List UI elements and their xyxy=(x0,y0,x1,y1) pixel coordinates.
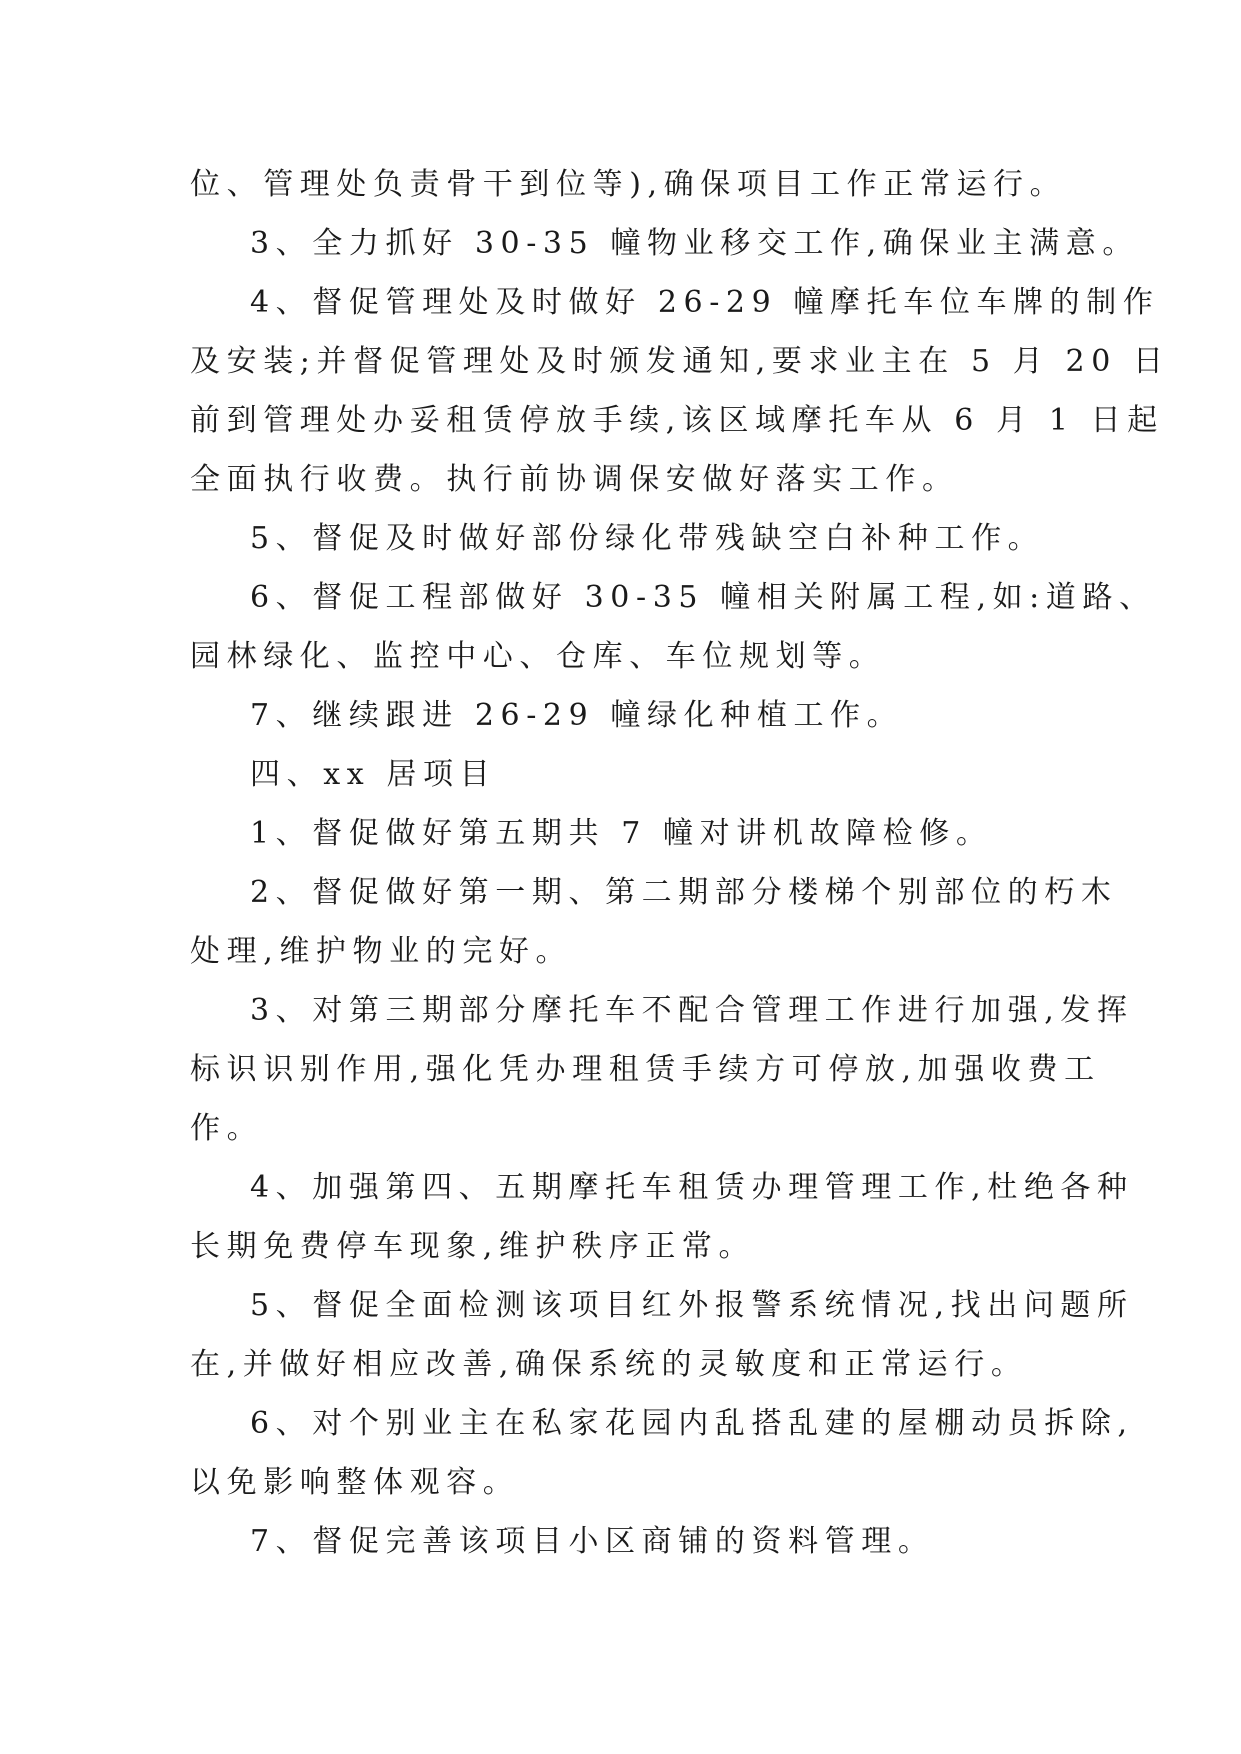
text-line: 园林绿化、监控中心、仓库、车位规划等。 xyxy=(190,639,886,674)
text-line: 处理,维护物业的完好。 xyxy=(190,934,573,969)
text-line: 位、管理处负责骨干到位等),确保项目工作正常运行。 xyxy=(190,167,1067,202)
document-body xyxy=(190,155,1170,1571)
text-line: 长期免费停车现象,维护秩序正常。 xyxy=(190,1229,756,1264)
text-line: 2、督促做好第一期、第二期部分楼梯个别部位的朽木 xyxy=(250,875,1118,910)
text-line: 4、督促管理处及时做好 26-29 幢摩托车位车牌的制作 xyxy=(250,285,1160,320)
text-line: 标识识别作用,强化凭办理租赁手续方可停放,加强收费工 xyxy=(190,1052,1101,1087)
text-line: 5、督促及时做好部份绿化带残缺空白补种工作。 xyxy=(250,521,1045,556)
text-line: 前到管理处办妥租赁停放手续,该区域摩托车从 6 月 1 日起 xyxy=(190,403,1164,438)
text-line: 6、对个别业主在私家花园内乱搭乱建的屋棚动员拆除, xyxy=(250,1406,1134,1441)
text-line: 在,并做好相应改善,确保系统的灵敏度和正常运行。 xyxy=(190,1347,1028,1382)
text-line: 以免影响整体观容。 xyxy=(190,1465,520,1500)
text-line: 7、督促完善该项目小区商铺的资料管理。 xyxy=(250,1524,935,1559)
text-line: 1、督促做好第五期共 7 幢对讲机故障检修。 xyxy=(250,816,993,851)
text-line: 全面执行收费。执行前协调保安做好落实工作。 xyxy=(190,462,959,497)
text-line: 3、对第三期部分摩托车不配合管理工作进行加强,发挥 xyxy=(250,993,1134,1028)
text-line: 3、全力抓好 30-35 幢物业移交工作,确保业主满意。 xyxy=(250,226,1139,261)
text-line: 4、加强第四、五期摩托车租赁办理管理工作,杜绝各种 xyxy=(250,1170,1134,1205)
text-line: 7、继续跟进 26-29 幢绿化种植工作。 xyxy=(250,698,904,733)
text-line: 作。 xyxy=(190,1111,264,1146)
text-line: 及安装;并督促管理处及时颁发通知,要求业主在 5 月 20 日 xyxy=(190,344,1170,379)
section-heading: 四、xx 居项目 xyxy=(250,757,497,792)
text-line: 5、督促全面检测该项目红外报警系统情况,找出问题所 xyxy=(250,1288,1134,1323)
text-line: 6、督促工程部做好 30-35 幢相关附属工程,如:道路、 xyxy=(250,580,1156,615)
